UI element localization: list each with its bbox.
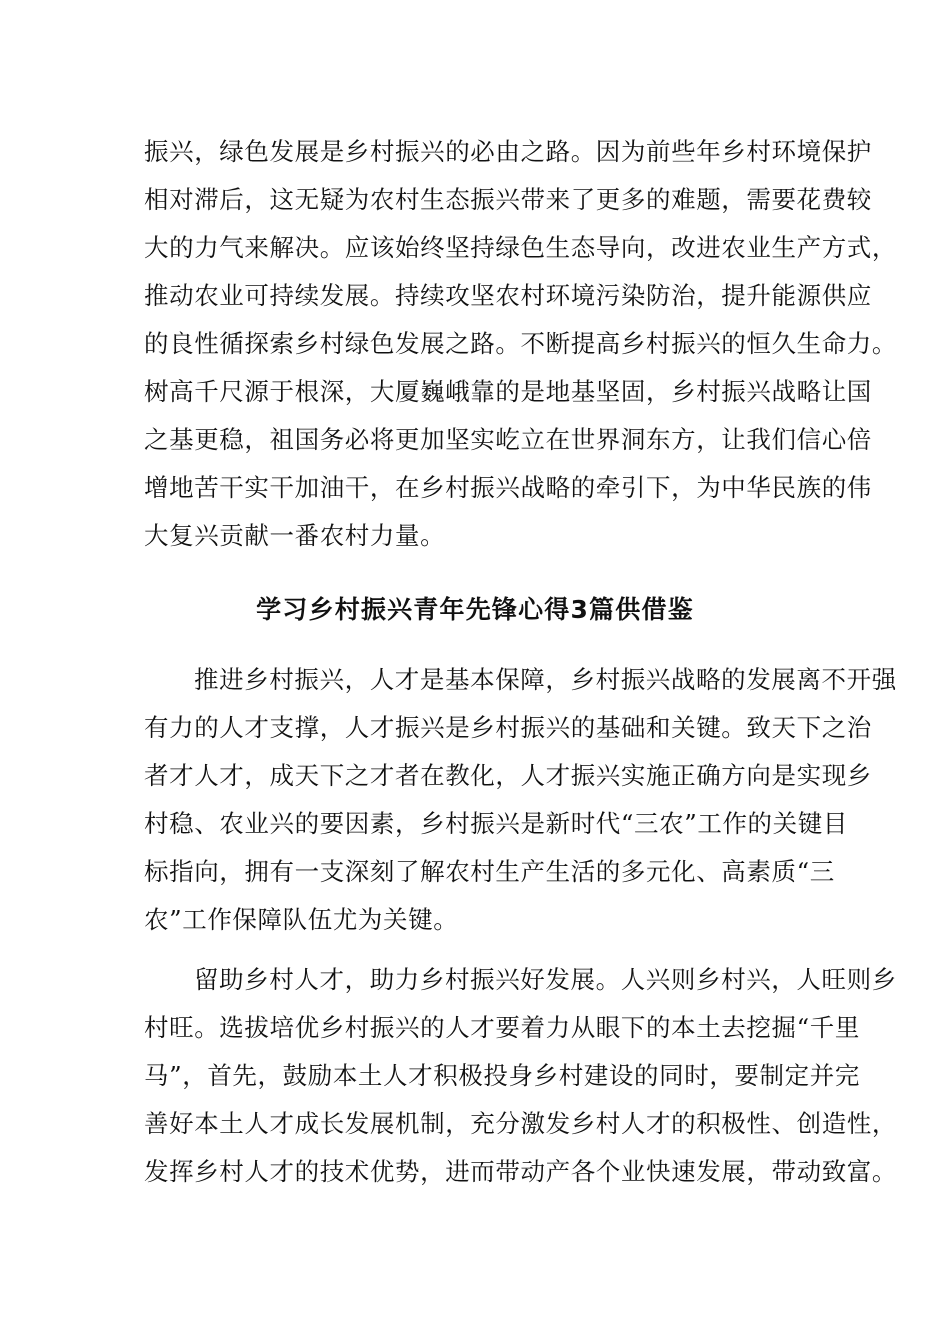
paragraph-1-line-8: 增地苦干实干加油干，在乡村振兴战略的牵引下，为中华民族的伟 bbox=[144, 473, 872, 502]
paragraph-2-line-6: 农”工作保障队伍尤为关键。 bbox=[144, 905, 459, 934]
paragraph-2 bbox=[144, 656, 897, 944]
paragraph-2-line-2: 有力的人才支撑，人才振兴是乡村振兴的基础和关键。致天下之治 bbox=[144, 713, 872, 742]
paragraph-1-line-4: 推动农业可持续发展。持续攻坚农村环境污染防治，提升能源供应 bbox=[144, 281, 872, 310]
paragraph-1-line-9: 大复兴贡献一番农村力量。 bbox=[144, 521, 446, 550]
paragraph-2-line-1: 推进乡村振兴，人才是基本保障，乡村振兴战略的发展离不开强 bbox=[194, 665, 897, 694]
paragraph-3-line-4: 善好本土人才成长发展机制，充分激发乡村人才的积极性、创造性， bbox=[144, 1109, 897, 1138]
paragraph-3-line-1: 留助乡村人才，助力乡村振兴好发展。人兴则乡村兴，人旺则乡 bbox=[194, 965, 897, 994]
paragraph-gap bbox=[144, 944, 806, 956]
paragraph-3-line-3: 马”，首先，鼓励本土人才积极投身乡村建设的同时，要制定并完 bbox=[144, 1061, 860, 1090]
paragraph-1 bbox=[144, 128, 897, 560]
paragraph-1-line-7: 之基更稳，祖国务必将更加坚实屹立在世界洞东方，让我们信心倍 bbox=[144, 425, 872, 454]
paragraph-1-line-1: 振兴，绿色发展是乡村振兴的必由之路。因为前些年乡村环境保护 bbox=[144, 137, 872, 166]
paragraph-1-line-6: 树高千尺源于根深，大厦巍峨靠的是地基坚固，乡村振兴战略让国 bbox=[144, 377, 872, 406]
section-heading: 学习乡村振兴青年先锋心得3篇供借鉴 bbox=[256, 595, 694, 624]
paragraph-1-line-5: 的良性循探索乡村绿色发展之路。不断提高乡村振兴的恒久生命力。 bbox=[144, 329, 897, 358]
paragraph-2-line-5: 标指向，拥有一支深刻了解农村生产生活的多元化、高素质“三 bbox=[144, 857, 835, 886]
paragraph-2-line-3: 者才人才，成天下之才者在教化，人才振兴实施正确方向是实现乡 bbox=[144, 761, 872, 790]
section-heading-block bbox=[144, 560, 806, 656]
paragraph-1-line-3: 大的力气来解决。应该始终坚持绿色生态导向，改进农业生产方式， bbox=[144, 233, 897, 262]
document-body bbox=[144, 128, 897, 1196]
paragraph-3 bbox=[144, 956, 897, 1196]
paragraph-3-line-5: 发挥乡村人才的技术优势，进而带动产各个业快速发展，带动致富。 bbox=[144, 1157, 897, 1186]
paragraph-3-line-2: 村旺。选拔培优乡村振兴的人才要着力从眼下的本土去挖掘“千里 bbox=[144, 1013, 860, 1042]
paragraph-2-line-4: 村稳、农业兴的要因素，乡村振兴是新时代“三农”工作的关键目 bbox=[144, 809, 848, 838]
paragraph-1-line-2: 相对滞后，这无疑为农村生态振兴带来了更多的难题，需要花费较 bbox=[144, 185, 872, 214]
